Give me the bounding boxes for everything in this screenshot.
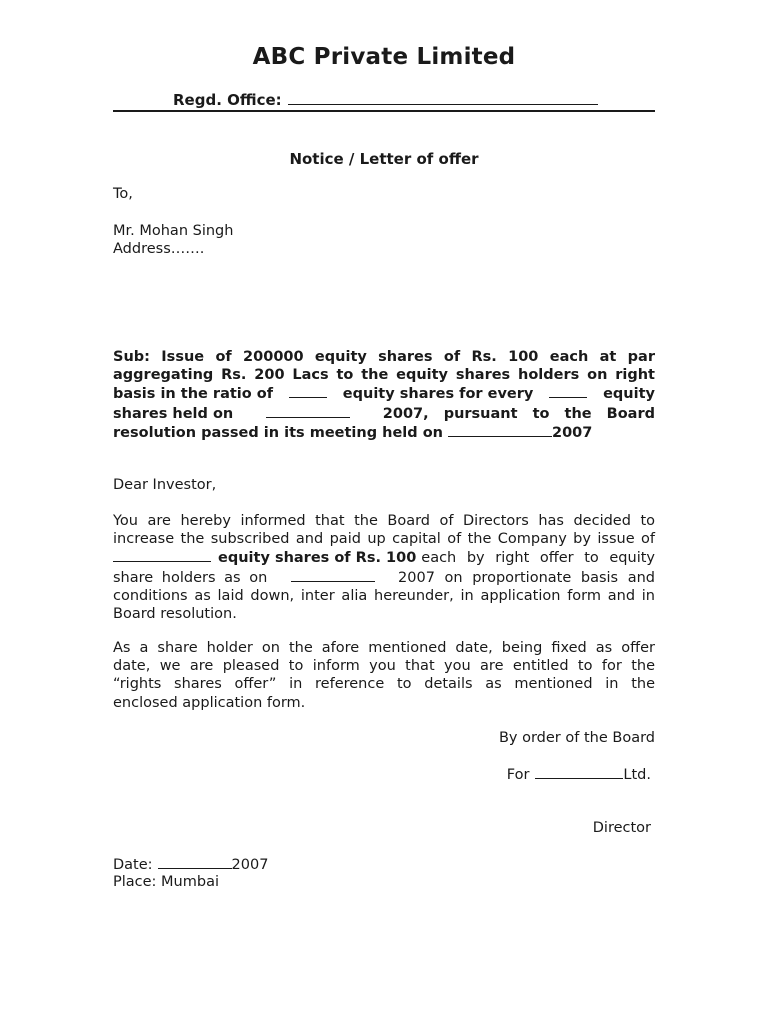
para2-line-1: As a share holder on the afore mentioned date, being fixed as offer	[113, 640, 655, 656]
subject-text-4a: shares held on	[113, 405, 234, 422]
para1-line-4	[113, 568, 655, 587]
para1-line-5: conditions as laid down, inter alia hereunder, in application form and in	[113, 587, 655, 604]
subject-line-1	[113, 348, 655, 366]
para1-line-3	[113, 548, 655, 567]
date-line	[113, 855, 268, 874]
for-label: For	[506, 767, 530, 783]
para1-text-4b: 2007 on proportionate basis and	[398, 569, 655, 586]
para2-line-2: date, we are pleased to inform you that you are entitled to for the	[113, 658, 655, 675]
subject-text-1: Sub: Issue of 200000 equity shares of Rs. 100 each at par	[113, 349, 655, 365]
date-blank	[158, 855, 232, 869]
subject-line-5	[113, 423, 655, 442]
ltd-label: Ltd.	[623, 767, 651, 783]
date-year: 2007	[231, 857, 269, 873]
director-label: Director	[592, 820, 651, 836]
header-divider	[113, 110, 655, 112]
para1-text-4a: share holders as on	[113, 569, 268, 586]
record-date-blank	[291, 568, 375, 582]
regd-office-label: Regd. Office:	[173, 91, 282, 109]
date-label: Date:	[113, 857, 153, 873]
by-order-of-board: By order of the Board	[498, 730, 655, 746]
share-count-blank	[113, 548, 211, 562]
subject-block	[113, 348, 655, 442]
para1-bold-text: equity shares of Rs. 100	[218, 550, 417, 567]
para1-line-6: Board resolution.	[113, 606, 237, 623]
para1-line-2: increase the subscribed and paid up capital of the Company by issue of	[113, 531, 655, 548]
subject-text-5a: resolution passed in its meeting held on	[113, 424, 443, 441]
subject-line-2	[113, 366, 655, 384]
para2-line-3: “rights shares offer” in reference to details as mentioned in the	[113, 676, 655, 693]
company-name: ABC Private Limited	[252, 44, 516, 70]
recipient-name: Mr. Mohan Singh	[113, 223, 234, 239]
company-name-blank	[535, 765, 623, 779]
held-date-blank	[266, 404, 350, 418]
subject-text-3b: equity shares for every	[342, 386, 534, 403]
paragraph-2	[113, 639, 655, 712]
ratio-blank-1	[289, 384, 327, 398]
subject-text-2: aggregating Rs. 200 Lacs to the equity shares holders on right	[113, 367, 655, 384]
meeting-date-blank	[448, 423, 552, 437]
ratio-blank-2	[549, 384, 587, 398]
for-company-line	[507, 765, 651, 784]
para1-line-3-rest: each by right offer to equity	[421, 550, 655, 567]
subject-text-3a: basis in the ratio of	[113, 386, 274, 403]
place-line: Place: Mumbai	[113, 874, 219, 890]
paragraph-1	[113, 512, 655, 623]
para1-line-1: You are hereby informed that the Board of Directors has decided to	[113, 513, 655, 529]
greeting: Dear Investor,	[113, 477, 217, 493]
subject-line-3	[113, 384, 655, 403]
regd-office-blank	[288, 90, 598, 105]
recipient-address: Address…….	[113, 241, 205, 257]
subject-text-5b: 2007	[551, 424, 593, 441]
subject-text-4b: 2007, pursuant to the Board	[382, 405, 655, 422]
subject-text-3c: equity	[603, 386, 655, 403]
notice-title: Notice / Letter of offer	[289, 150, 479, 168]
to-salutation: To,	[113, 186, 133, 202]
subject-line-4	[113, 404, 655, 423]
para2-line-4: enclosed application form.	[113, 694, 306, 711]
regd-office	[173, 90, 598, 109]
